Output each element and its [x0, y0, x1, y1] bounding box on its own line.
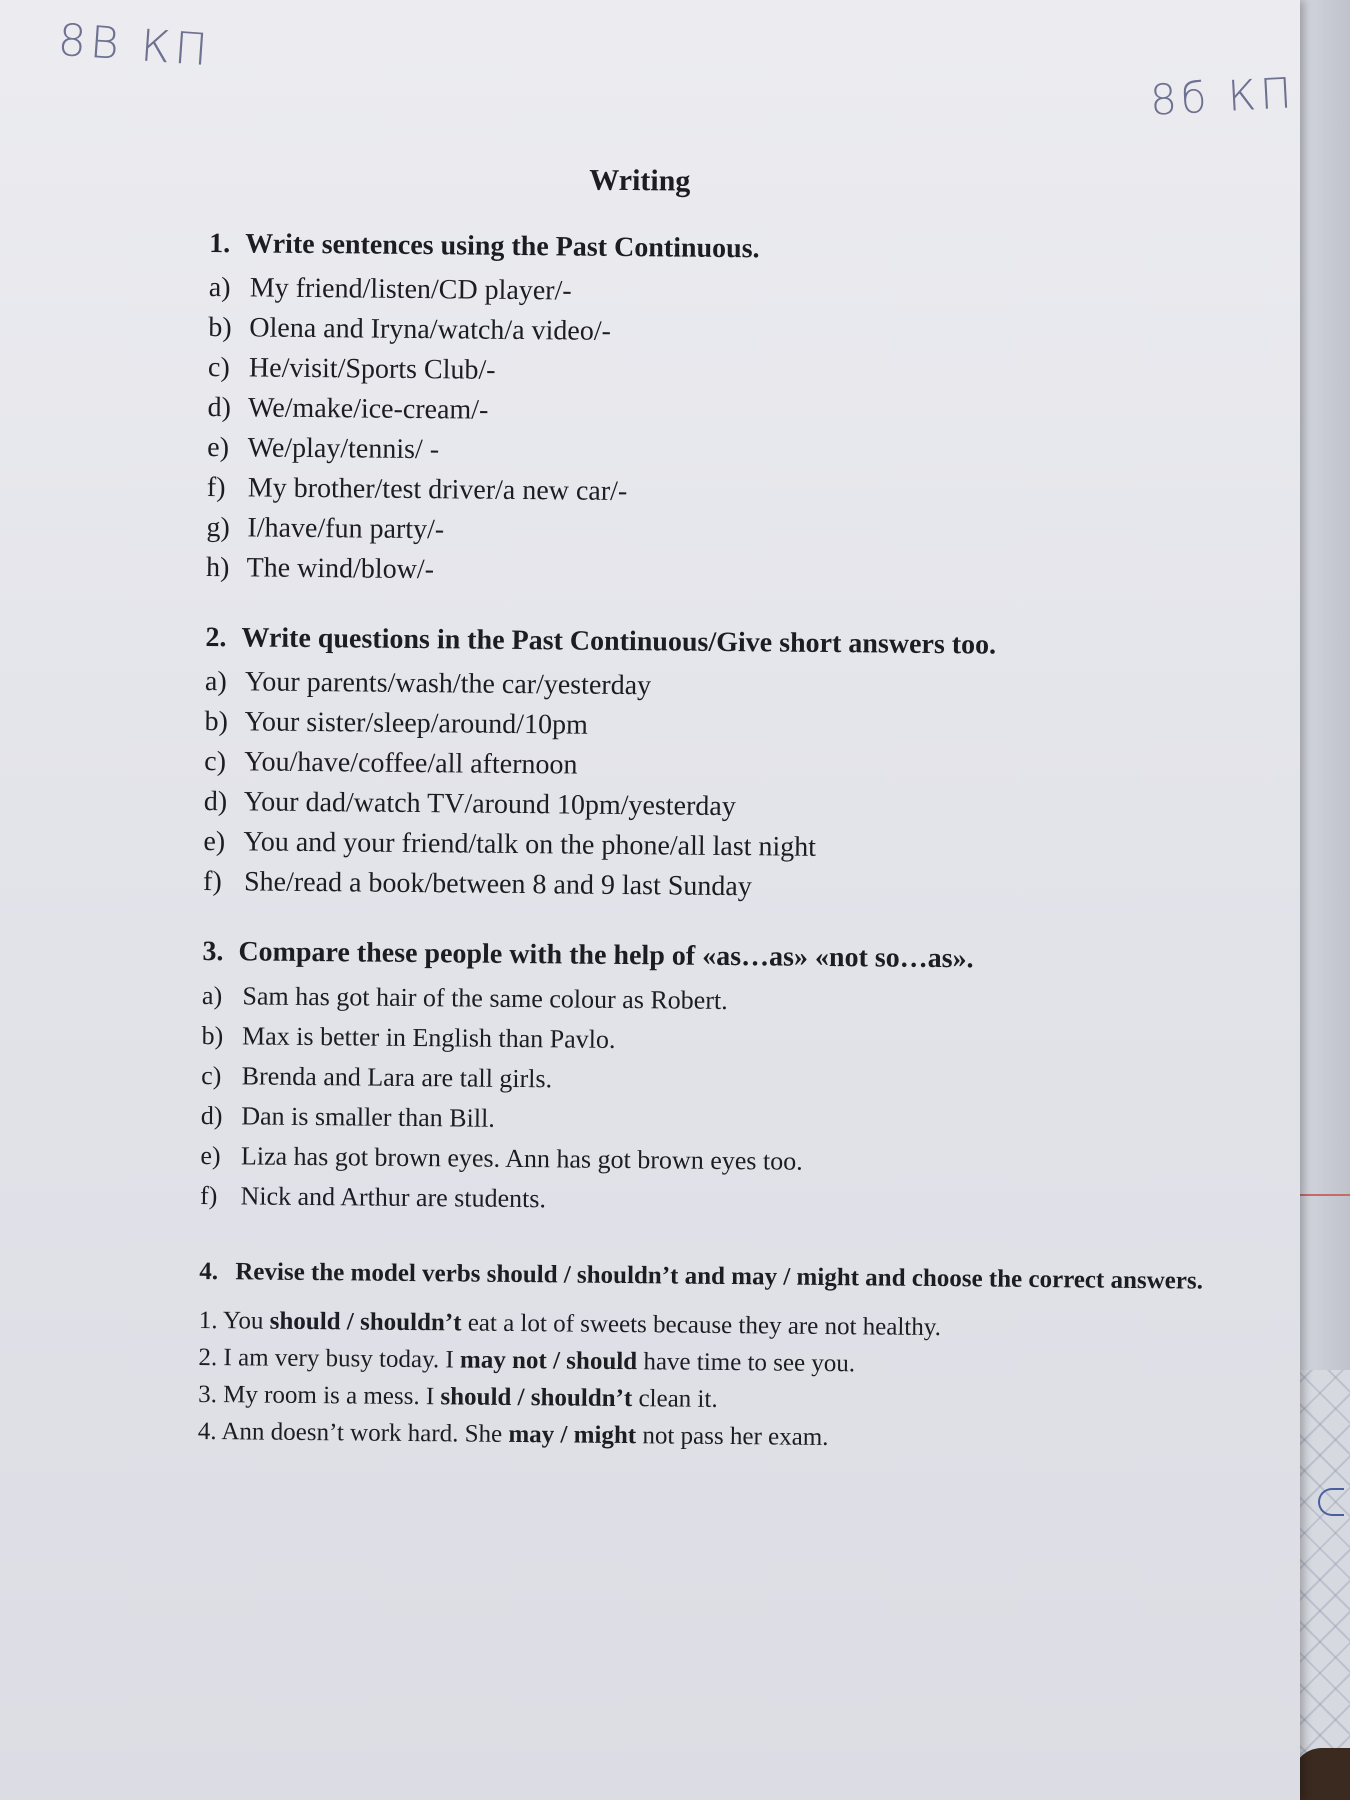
exercise-items: [200, 976, 1222, 1226]
handwritten-note-right: 8б КП: [1148, 68, 1297, 125]
item-text-after: not pass her exam.: [636, 1422, 829, 1451]
item-choice: should / shouldn’t: [269, 1307, 462, 1337]
handwritten-note-left: 8В КП: [56, 14, 214, 77]
item-text-before: My room is a mess. I: [223, 1381, 441, 1411]
item-text-before: Ann doesn’t work hard. She: [221, 1418, 509, 1448]
item-choice: may / might: [508, 1420, 637, 1450]
item-letter: d): [200, 1100, 223, 1131]
page-title: Writing: [589, 163, 691, 198]
item-text: Brenda and Lara are tall girls.: [241, 1061, 553, 1094]
exercise-1: [206, 228, 1229, 598]
exercise-heading: [202, 936, 1222, 978]
exercise-items: [198, 1302, 1219, 1460]
exercise-heading: [209, 228, 1229, 270]
exercise-number: 3.: [202, 935, 224, 968]
item-choice: should / shouldn’t: [440, 1383, 633, 1413]
item-text: Your sister/sleep/around/10pm: [244, 706, 588, 741]
item-choice: may not / should: [459, 1346, 638, 1376]
item-letter: g): [206, 511, 230, 544]
item-letter: e): [203, 825, 226, 858]
item-number: 4.: [197, 1417, 217, 1446]
item-letter: f): [206, 471, 226, 504]
exercise-number: 4.: [199, 1257, 219, 1286]
list-item: [200, 1176, 1220, 1226]
item-text: Nick and Arthur are students.: [240, 1181, 547, 1214]
item-letter: c): [201, 1060, 222, 1091]
worksheet-content: [197, 160, 1230, 1494]
item-text: Sam has got hair of the same colour as Robert.: [242, 981, 728, 1016]
item-letter: b): [204, 705, 229, 738]
item-text-before: You: [222, 1307, 270, 1335]
item-letter: c): [204, 745, 227, 778]
exercise-items: [203, 662, 1225, 912]
item-letter: e): [200, 1140, 221, 1171]
item-text: Dan is smaller than Bill.: [241, 1101, 495, 1133]
pen-mark: [1318, 1488, 1344, 1516]
item-letter: a): [201, 980, 223, 1011]
exercise-number: 1.: [209, 227, 231, 260]
item-text: He/visit/Sports Club/-: [248, 352, 496, 386]
item-number: 3.: [198, 1380, 218, 1409]
item-text: You/have/coffee/all afternoon: [244, 746, 578, 781]
list-item: [203, 862, 1223, 912]
item-letter: f): [199, 1180, 218, 1211]
item-text: We/play/tennis/ -: [247, 432, 440, 466]
exercise-items: [206, 268, 1229, 598]
item-letter: e): [207, 431, 230, 464]
item-letter: f): [202, 865, 222, 898]
exercise-2: [203, 622, 1226, 912]
item-text: I/have/fun party/-: [247, 512, 445, 546]
item-letter: d): [203, 785, 228, 818]
exercise-instruction: Write questions in the Past Continuous/Give short answers too.: [241, 622, 997, 661]
item-text: My friend/listen/CD player/-: [249, 272, 572, 307]
item-text-before: I am very busy today. I: [223, 1344, 461, 1374]
exercise-instruction: Compare these people with the help of «as…as» «not so…as».: [238, 936, 974, 975]
exercise-3: [200, 936, 1223, 1226]
item-letter: b): [208, 311, 232, 344]
item-letter: d): [207, 391, 232, 424]
item-text: She/read a book/between 8 and 9 last Sunday: [243, 866, 752, 903]
item-letter: a): [204, 665, 227, 698]
item-text: The wind/blow/-: [246, 552, 435, 586]
exercise-heading: [205, 622, 1225, 664]
exercise-heading: [199, 1250, 1219, 1304]
item-letter: c): [207, 351, 230, 384]
item-text-after: have time to see you.: [637, 1348, 856, 1378]
item-text: Your parents/wash/the car/yesterday: [244, 666, 652, 702]
item-letter: a): [208, 271, 231, 304]
list-item: [206, 548, 1226, 598]
item-text: Olena and Iryna/watch/a video/-: [249, 312, 612, 347]
exercise-instruction: Write sentences using the Past Continuous.: [245, 228, 760, 265]
item-text-after: clean it.: [632, 1385, 718, 1413]
binder-ring: [1292, 1748, 1350, 1800]
exercise-number: 2.: [205, 621, 227, 654]
item-text: Your dad/watch TV/around 10pm/yesterday: [243, 786, 736, 823]
exercise-instruction: Revise the model verbs should / shouldn’t and may / might and choose the correct answers.: [235, 1258, 1204, 1295]
item-text: You and your friend/talk on the phone/all last night: [243, 826, 817, 863]
item-text: Liza has got brown eyes. Ann has got brown eyes too.: [240, 1141, 803, 1176]
margin-line: [1300, 1194, 1350, 1196]
item-letter: b): [201, 1020, 224, 1051]
exercise-4: [198, 1250, 1220, 1460]
item-number: 1.: [198, 1306, 218, 1335]
item-text: Max is better in English than Pavlo.: [241, 1021, 616, 1054]
item-text: My brother/test driver/a new car/-: [247, 472, 628, 508]
item-text-after: eat a lot of sweets because they are not healthy.: [461, 1309, 942, 1342]
item-letter: h): [205, 551, 230, 584]
item-number: 2.: [198, 1343, 218, 1372]
item-text: We/make/ice-cream/-: [247, 392, 489, 426]
